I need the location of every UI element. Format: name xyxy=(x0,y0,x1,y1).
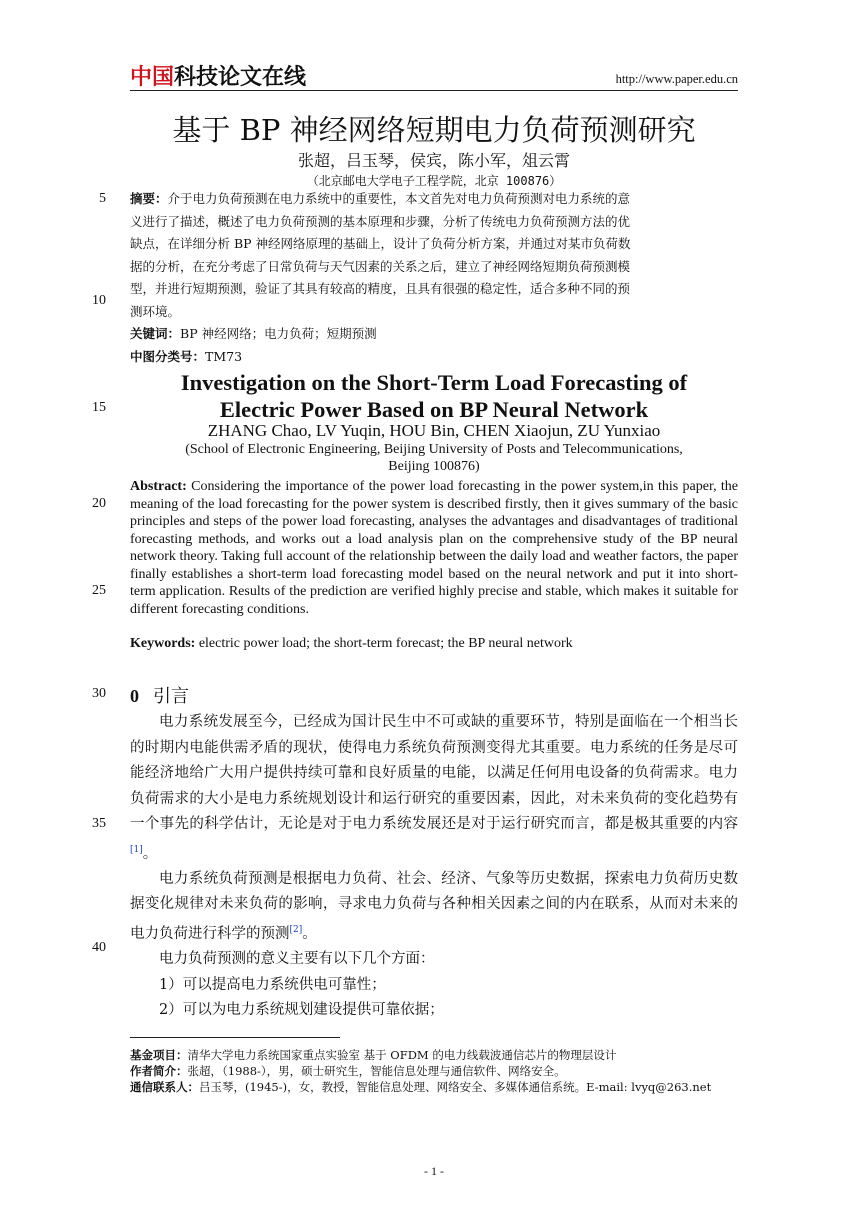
abstract-en-label: Abstract: xyxy=(130,479,187,494)
section-number: 0 xyxy=(130,686,139,706)
header-rule xyxy=(130,90,738,91)
abstract-cn-label: 摘要： xyxy=(130,191,168,206)
list-item: 1）可以提高电力系统供电可靠性； xyxy=(159,976,386,993)
keywords-cn: 关键词：BP 神经网络；电力负荷；短期预测 xyxy=(130,326,377,341)
keywords-en-label: Keywords: xyxy=(130,636,196,651)
clc-label: 中图分类号： xyxy=(130,348,206,364)
site-url[interactable]: http://www.paper.edu.cn xyxy=(615,72,738,86)
abstract-cn-line: 据的分析，在充分考虑了日常负荷与天气因素的关系之后，建立了神经网络短期负荷预测模 xyxy=(130,258,631,274)
body-paragraph: 电力系统发展至今，已经成为国计民生中不可或缺的重要环节，特别是面临在一个相当长的时期内电能供需矛盾的现状，使得电力系统负荷预测变得尤其重要。电力系统的任务是尽可能经济地给广大用户提供持续可靠和良好质量的电能，以满足任何用电设备的负荷需求。电力负荷需求的大小是电力系统规划设计和运行研究的重要因素，因此，对未来负荷的变化趋势有一个事先的科学估计，无论是对于电力系统发展还是对于运行研究而言，都是极其重要的内容[1]。 xyxy=(130,714,738,862)
abstract-cn-line: 义进行了描述，概述了电力负荷预测的基本原理和步骤，分析了传统电力负荷预测方法的优 xyxy=(130,213,631,229)
line-number: 25 xyxy=(92,583,106,598)
abstract-cn xyxy=(130,188,738,368)
footnote-author: 作者简介：张超，（1988-），男，硕士研究生，智能信息处理与通信软件、网络安全。 xyxy=(130,1064,566,1078)
page-number: - 1 - xyxy=(424,1164,444,1178)
line-number: 10 xyxy=(92,293,106,308)
logo-black-text: 科技论文在线 xyxy=(174,65,307,90)
abstract-cn-line: 缺点，在详细分析 BP 神经网络原理的基础上，设计了负荷分析方案，并通过对某市负荷数 xyxy=(130,236,631,251)
title-en-line: Investigation on the Short-Term Load Forecasting of xyxy=(180,370,688,395)
footnotes xyxy=(130,1047,740,1095)
abstract-cn-line: 测环境。 xyxy=(130,303,181,319)
abstract-cn-line: 型，并进行短期预测，验证了其具有较高的精度，且具有很强的稳定性，适合多种不同的预 xyxy=(130,281,631,296)
section-heading xyxy=(130,682,189,708)
keywords-cn-label: 关键词： xyxy=(130,326,181,341)
line-number: 15 xyxy=(92,400,106,415)
body-paragraph: 电力负荷预测的意义主要有以下几个方面： xyxy=(159,951,435,968)
logo-red-text: 中国 xyxy=(130,65,175,90)
abstract-en-text: Considering the importance of the power load forecasting in the power system,in this paper, the meaning of the load forecasting for the power system is described firstly, then it gives summary of the basic principles and steps of the power load forecasting, analyses the advantages and disadvantages of traditional forecasting methods, and works out a load analysis plan on the comprehensive study of the BP neural network theory. Taking full account of the relationship between the daily load and weather factors, the paper finally establishes a short-term load forecasting model based on the neural network and put it into short-term application. Results of the prediction are verified highly precise and stable, which makes it suitable for different forecasting conditions. xyxy=(130,479,739,617)
clc-number: 中图分类号：TM73 xyxy=(130,348,243,364)
affiliation-en: (School of Electronic Engineering, Beijing University of Posts and Telecommunications, Beijing 100876) xyxy=(185,442,683,474)
body-paragraph: 电力系统负荷预测是根据电力负荷、社会、经济、气象等历史数据，探索电力负荷历史数据变化规律对未来负荷的影响，寻求电力负荷与各种相关因素之间的内在联系，从而对未来的电力负荷进行科学的预测[2]。 xyxy=(130,870,738,942)
footnote-fund: 基金项目：清华大学电力系统国家重点实验室 基于 OFDM 的电力线载波通信芯片的物理层设计 xyxy=(130,1048,617,1062)
line-number: 40 xyxy=(92,940,106,955)
line-number: 5 xyxy=(99,191,106,206)
line-number: 30 xyxy=(92,686,106,701)
line-number: 35 xyxy=(92,816,106,831)
authors-en: ZHANG Chao, LV Yuqin, HOU Bin, CHEN Xiaojun, ZU Yunxiao xyxy=(207,421,661,440)
citation-link[interactable]: [2] xyxy=(289,924,303,935)
list-item: 2）可以为电力系统规划建设提供可靠依据； xyxy=(159,1002,444,1019)
paper-title-en xyxy=(130,369,738,423)
affiliation-cn: （北京邮电大学电子工程学院，北京 100876） xyxy=(306,174,562,188)
body-text xyxy=(130,710,738,1024)
citation-link[interactable]: [1] xyxy=(130,844,143,855)
site-logo xyxy=(130,60,306,91)
keywords-en: Keywords: electric power load; the short-term forecast; the BP neural network xyxy=(130,636,573,651)
footnote-contact: 通信联系人：吕玉琴，(1945-)，女，教授，智能信息处理、网络安全、多媒体通信系统。E-mail: lvyq@263.net xyxy=(130,1080,712,1094)
line-number: 20 xyxy=(92,496,106,511)
section-title: 引言 xyxy=(153,686,189,707)
paper-title-cn: 基于 BP 神经网络短期电力负荷预测研究 xyxy=(172,113,696,147)
footnote-rule xyxy=(130,1037,340,1038)
authors-cn: 张超，吕玉琴，侯宾，陈小军，俎云霄 xyxy=(297,151,570,170)
abstract-cn-line: 摘要：介于电力负荷预测在电力系统中的重要性，本文首先对电力负荷预测对电力系统的意 xyxy=(130,191,631,206)
title-en-line: Electric Power Based on BP Neural Network xyxy=(219,397,649,422)
abstract-en xyxy=(130,478,738,618)
